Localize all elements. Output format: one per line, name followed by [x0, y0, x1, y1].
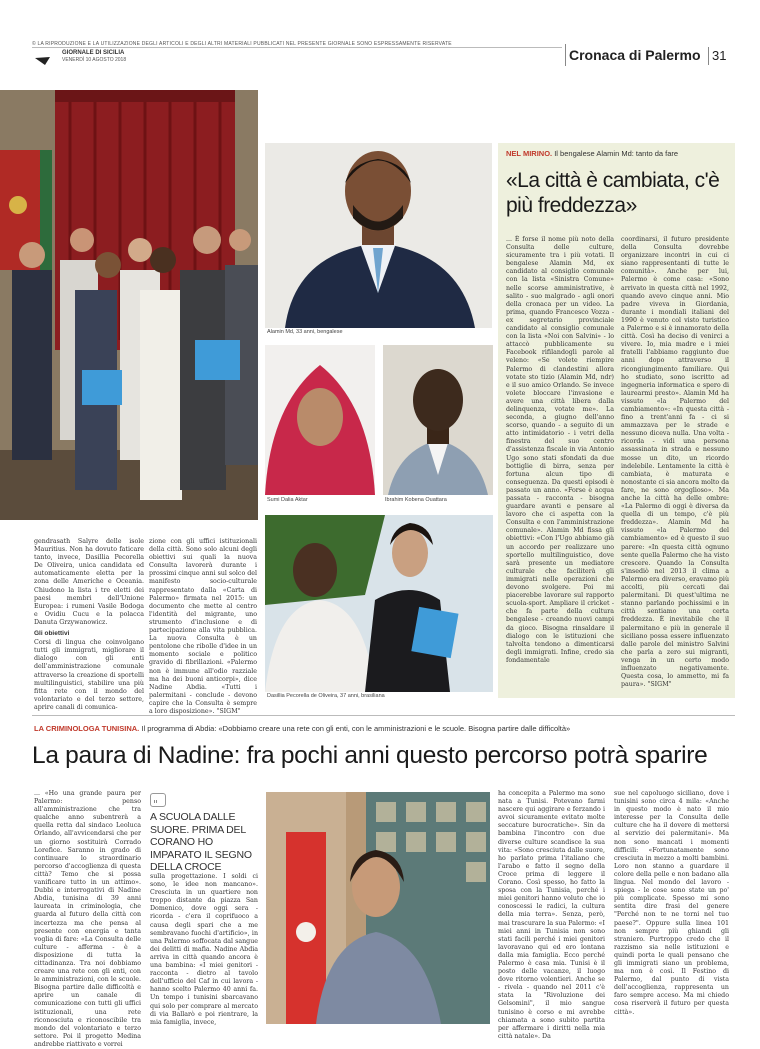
bottom-col-d: sue nel capoluogo siciliano, dove i tunisini sono circa 4 mila: «Anche in questo modo è nato il mio interesse per la Consulta delle culture che ha il dovere di mettersi al servizio dei palermitani». Ma non sono mancati i momenti difficili: «Fortunatamente sono cresciuta in mezzo a molti bambini. Loro non stanno a guardare il colore della pelle e non badano alla lingua. Nel mondo del lavoro - spiega - le cose sono state un po' più complicate. Spesso mi sono sentita dire frasi del genere "Perché non te ne torni nel tuo paese?". Oppure sulla linea 101 non sempre più ghiandi gli straniero. Purtroppo credo che il razzismo sia nelle istituzioni e quindi porta le quali pensano che gli immigrati siano un problema, ma non è così. Il Festino di Palermo, dal punto di vista dell'accoglienza, rappresenta un faro sempre acceso. Ma mi chiedo cosa riserverà il futuro per questa città».	[614, 790, 729, 1016]
top-story-col-a: ... È forse il nome più noto della Consulta delle culture, sicuramente tra i più votati. Il bengalese Alamin Md, ex candidato al consiglio comunale con la lista «Sinistra Comune» nelle scorse amministrative, è salito - suo malgrado - agli onori della cronaca per un video. La prima, quando Francesco Vozza - ex segretario provinciale candidato al consiglio comunale con la lista «Noi con Salvini» - lo attaccò pubblicamente su Facebook rifilandogli parole al veleno: «Se volete riempire Palermo di clandestini allora votate sto tizio (Alamin Md, ndr) e il suo amico Orlando. Se invece volete bloccare l'invasione e avere una città libera dalla delinquenza, votate me». La seconda, a giugno dell'anno scorso, quando - a seguito di un atto intimidatorio - i vetri della finestra del suo centro d'assistenza fiscale in via Antonio Ugo sono stati sfondati da due bottiglie di birra, senza per fortuna alcun tipo di conseguenza. Da questi episodi è passato un anno. «Forse è acqua passata - racconta - bisogna guardare avanti e pensare al lavoro che ci aspetta con la Consulta e con l'amministrazione comunale». Alamin Md fissa gli obiettivi: «Con l'Ugo abbiamo già un accordo per realizzare uno sportello multilinguistico, dove sarà presente un mediatore culturale che faciliterà gli immigrati nelle operazioni che devono svolgere. Poi mi piacerebbe lavorare sul rapporto scuola-sport. Ampliare il cricket - che fa parte della cultura bengalese - creando nuovi campi da gioco. Bisogna rinsaldare il dialogo con le istituzioni che talvolta tendono a dimenticarsi degli immigrati. Infine, credo sia fondamentale	[506, 236, 614, 664]
pull-quote: A SCUOLA DALLE SUORE. PRIMA DEL CORANO HO IMPARATO IL SEGNO DELLA CROCE	[150, 811, 252, 873]
page-divider	[708, 47, 709, 65]
bottom-kicker-rest: Il programma di Abdia: «Dobbiamo creare una rete con gli enti, con le amministrazioni e le scuole. Bisogna partire dalle difficoltà»	[141, 724, 571, 733]
left-column-b: zione con gli uffici istituzionali della città. Sono solo alcuni degli obiettivi sui quali la nuova Consulta lavorerà durante i prossimi cinque anni sul solco del manifesto socio-culturale rappresentato dalla «Carta di Palermo» firmata nel 2015: un documento che mette al centro l'identità del migrante, uno strumento d'inclusione e di partecipazione alla vita pubblica. La nuova Consulta è un pentolone che ribolle d'idee in un momento sociale e politico gravido di fibrillazioni. «Palermo non è immune all'odio razziale ma ha dei buoni anticorpi», dice Nadine Abdia. «Tutti i palermitani - conclude - devono capire che la Consulta è sempre a loro disposizione». "SIGM"	[149, 538, 258, 715]
objectives-subhead: Gli obiettivi	[34, 630, 70, 638]
group-photo	[0, 90, 258, 520]
nadine-photo	[266, 792, 490, 1024]
section-title: Cronaca di Palermo	[569, 47, 701, 63]
caption-alamin: Alamin Md, 33 anni, bengalese	[267, 329, 343, 335]
header-rule	[32, 47, 562, 48]
quote-mark-icon	[150, 793, 166, 811]
sumi-photo	[265, 345, 375, 495]
ibrahim-photo	[383, 345, 493, 495]
left-column-a	[34, 538, 144, 711]
alamin-photo	[265, 143, 492, 328]
bottom-kicker	[34, 724, 734, 733]
bottom-headline: La paura di Nadine: fra pochi anni questo percorso potrà sparire	[32, 742, 708, 769]
top-kicker	[506, 149, 678, 158]
top-story-col-b: coordinarsi, il futuro presidente della Consulta dovrebbe organizzare incontri in cui ci siano rappresentanti di tutte le comunità». Anche per lui, Palermo è come casa: «Sono arrivato in questa città nel 1992, quando avevo cinque anni. Mio padre viveva in Giordania, durante i mondiali italiani del 1990 è venuto col visto turistico a Palermo e si è innamorato della città. Così ha deciso di venirci a vivere. Io, mia madre e i miei fratelli l'abbiamo raggiunto due anni dopo attraverso il ricongiungimento familiare. Qui ho studiato, sono iscritto ad ingegneria informatica e spero di laurearmi presto». Alamin Md ha vissuto «la Palermo del cambiamento»: «In questa città - fino a trent'anni fa - ci si ammazzava per le strade e nessuno diceva nulla. Una volta - ricorda - vidi una persona assassinata in strada e nessuno mosse un dito, un ricordo indelebile. Lentamente la città è cambiata, è maturata e nonostante ci sia ancora molto da fare, ne sono orgoglioso». Ma anche la città ha delle ombre: «La Palermo di oggi è diversa da quella di un tempo, c'è più freddezza». Alamin Md ha vissuto «la Palermo del cambiamento» ed è questo il suo parere: «In questa città ognuno sente quella Palermo che ha visto crescere. Quando la Consulta s'insediò nel 2013 il clima a Palermo era diverso, eravamo più accolti, più cercati dai palermitani. Di quest'ultima ne stanno parlando pochissimi e in città sentiamo una certa freddezza. È inevitabile che il palermitano e più in generale il siciliano possa essere influenzato dalle parole del ministro Salvini che parla a zero sui migranti, venga in un certo modo influenzato negativamente. Questa cosa, lo ammetto, mi fa paura». "SIGM"	[621, 236, 729, 689]
svg-text:": "	[153, 798, 159, 811]
caption-ibrahim: Ibrahim Kobena Ouattara	[385, 497, 447, 503]
top-headline: «La città è cambiata, c'è più freddezza»	[506, 169, 720, 217]
page-number: 31	[712, 48, 727, 63]
bottom-col-a: ... «Ho una grande paura per Palermo: penso all'amministrazione che tra qualche anno subentrerà a quella retta dal sindaco Leoluca Orlando, all'avvicendarsi che per un giorno sostituirà Corrado Lorefice. Saranno in grado di continuare lo straordinario percorso d'accoglienza di questa città? Temo che si possa vanificare tutto in un attimo». Dubbi e interrogativi di Nadine Abdia, tunisina di 39 anni laureata in criminologia, che guarda al futuro della città con incertezza ma che pensa al presente con energia e tanta voglia di fare: «La Consulta delle culture - afferma - è a disposizione di tutta la cittadinanza. Tra noi dobbiamo creare una rete con gli enti, con le amministrazioni, con le scuole. Bisogna partire dalle difficoltà e aprire un canale di comunicazione con tutti gli uffici istituzionali, una rete riconosciuta e riconoscibile tra mondo del volontariato e terzo settore. Poi il progetto Medina andrebbe riattivato e vorrei	[34, 790, 141, 1048]
dasilla-photo	[265, 515, 493, 692]
bottom-rule	[32, 715, 735, 716]
top-kicker-label: NEL MIRINO.	[506, 149, 553, 158]
left-col-a-text: gendrasath Salyre delle isole Mauritius. Non ha dovuto faticare tanto, invece, Dasillia Pecorella De Oliveira, unica candidata ed automaticamente eletta per la zona delle Americhe e Oceania. Chiudono la lista i tre eletti dei paesi membri dell'Unione Europea: i rumeni Vasile Bodoga e Ovidiu Cucu e la polacca Danuta Grzywanowicz.	[34, 538, 144, 626]
sicily-logo-icon	[34, 51, 52, 61]
rights-notice: © LA RIPRODUZIONE E LA UTILIZZAZIONE DEGLI ARTICOLI E DEGLI ALTRI MATERIALI PUBBLICATI NEL PRESENTE GIORNALE SONO ESPRESSAMENTE RISERVATE	[32, 41, 452, 47]
bottom-col-c: ha concepita a Palermo ma sono nata a Tunisi. Potevano farmi nascere qui aggirare e ferzando i avvoi sicuramente evitato molte seccature burocratiche». Sin da bambina l'incontro con due diverse culture scandisce la sua vita: «Sono cresciuta dalle suore, ho parlato prima l'italiano che l'arabo e fatto il segno della Croce prima di leggere il Corano. Così spesso, ho fatto la sposa con la Tunisia, perché i miei genitori hanno voluto che io conoscessi le radici, la cultura della mia terra». Senza, però, mai trascurare la sua Palermo: «I miei anni in Tunisia non sono stati facili perché i miei genitori lavoravano qui ed ero lontana dalla mia famiglia. Ecco perché Palermo è casa mia. Tunisi è il posto delle vacanze, il luogo dove ritorno volentieri. Anche se - rivela - quando nel 2011 c'è stata la "Rivoluzione dei Gelsomini", il mio sangue tunisino è corso e mi avrebbe chiamata a sono subito partita per affermare i diritti nella mia città natale». Da	[498, 790, 605, 1040]
caption-sumi: Sumi Dalia Aktar	[267, 497, 308, 503]
issue-date: VENERDÌ 10 AGOSTO 2018	[62, 57, 127, 63]
section-divider	[565, 44, 566, 66]
left-col-a2-text: Corsi di lingua che coinvolgano tutti gli immigrati, migliorare il dialogo con gli enti dell'amministrazione comunale attraverso la creazione di sportelli multilinguistici, stabilire una più fitta rete con il mondo del volontariato e del terzo settore, aprire canali di comunica-	[34, 639, 144, 711]
paper-name: GIORNALE DI SICILIA	[62, 50, 125, 56]
top-kicker-rest: Il bengalese Alamin Md: tanto da fare	[554, 149, 679, 158]
bottom-col-b: sulla progettazione. I soldi ci sono, le idee non mancano». Cresciuta in un quartiere non troppo distante da piazza San Domenico, dove oggi sera - ricorda - c'era il coprifuoco a causa degli spari che a me sembravano fuochi d'artificio», in una Palermo soffocata dal sangue dei delitti di mafia. Nadine Abdia arriva in città quando ancora è una bambina: «I miei genitori - racconta - dietro al tavolo dell'ufficio del Caf in cui lavora - hanno scelto Palermo 40 anni fa. Un tempo i tunisini sbarcavano qui solo per comprare al mercato di via Ballarò e poi rientrare, la mia famiglia, invece,	[150, 873, 258, 1026]
caption-dasilla: Dasillia Pecorella de Oliveira, 37 anni, brasiliana	[267, 693, 385, 699]
bottom-kicker-label: LA CRIMINOLOGA TUNISINA.	[34, 724, 140, 733]
